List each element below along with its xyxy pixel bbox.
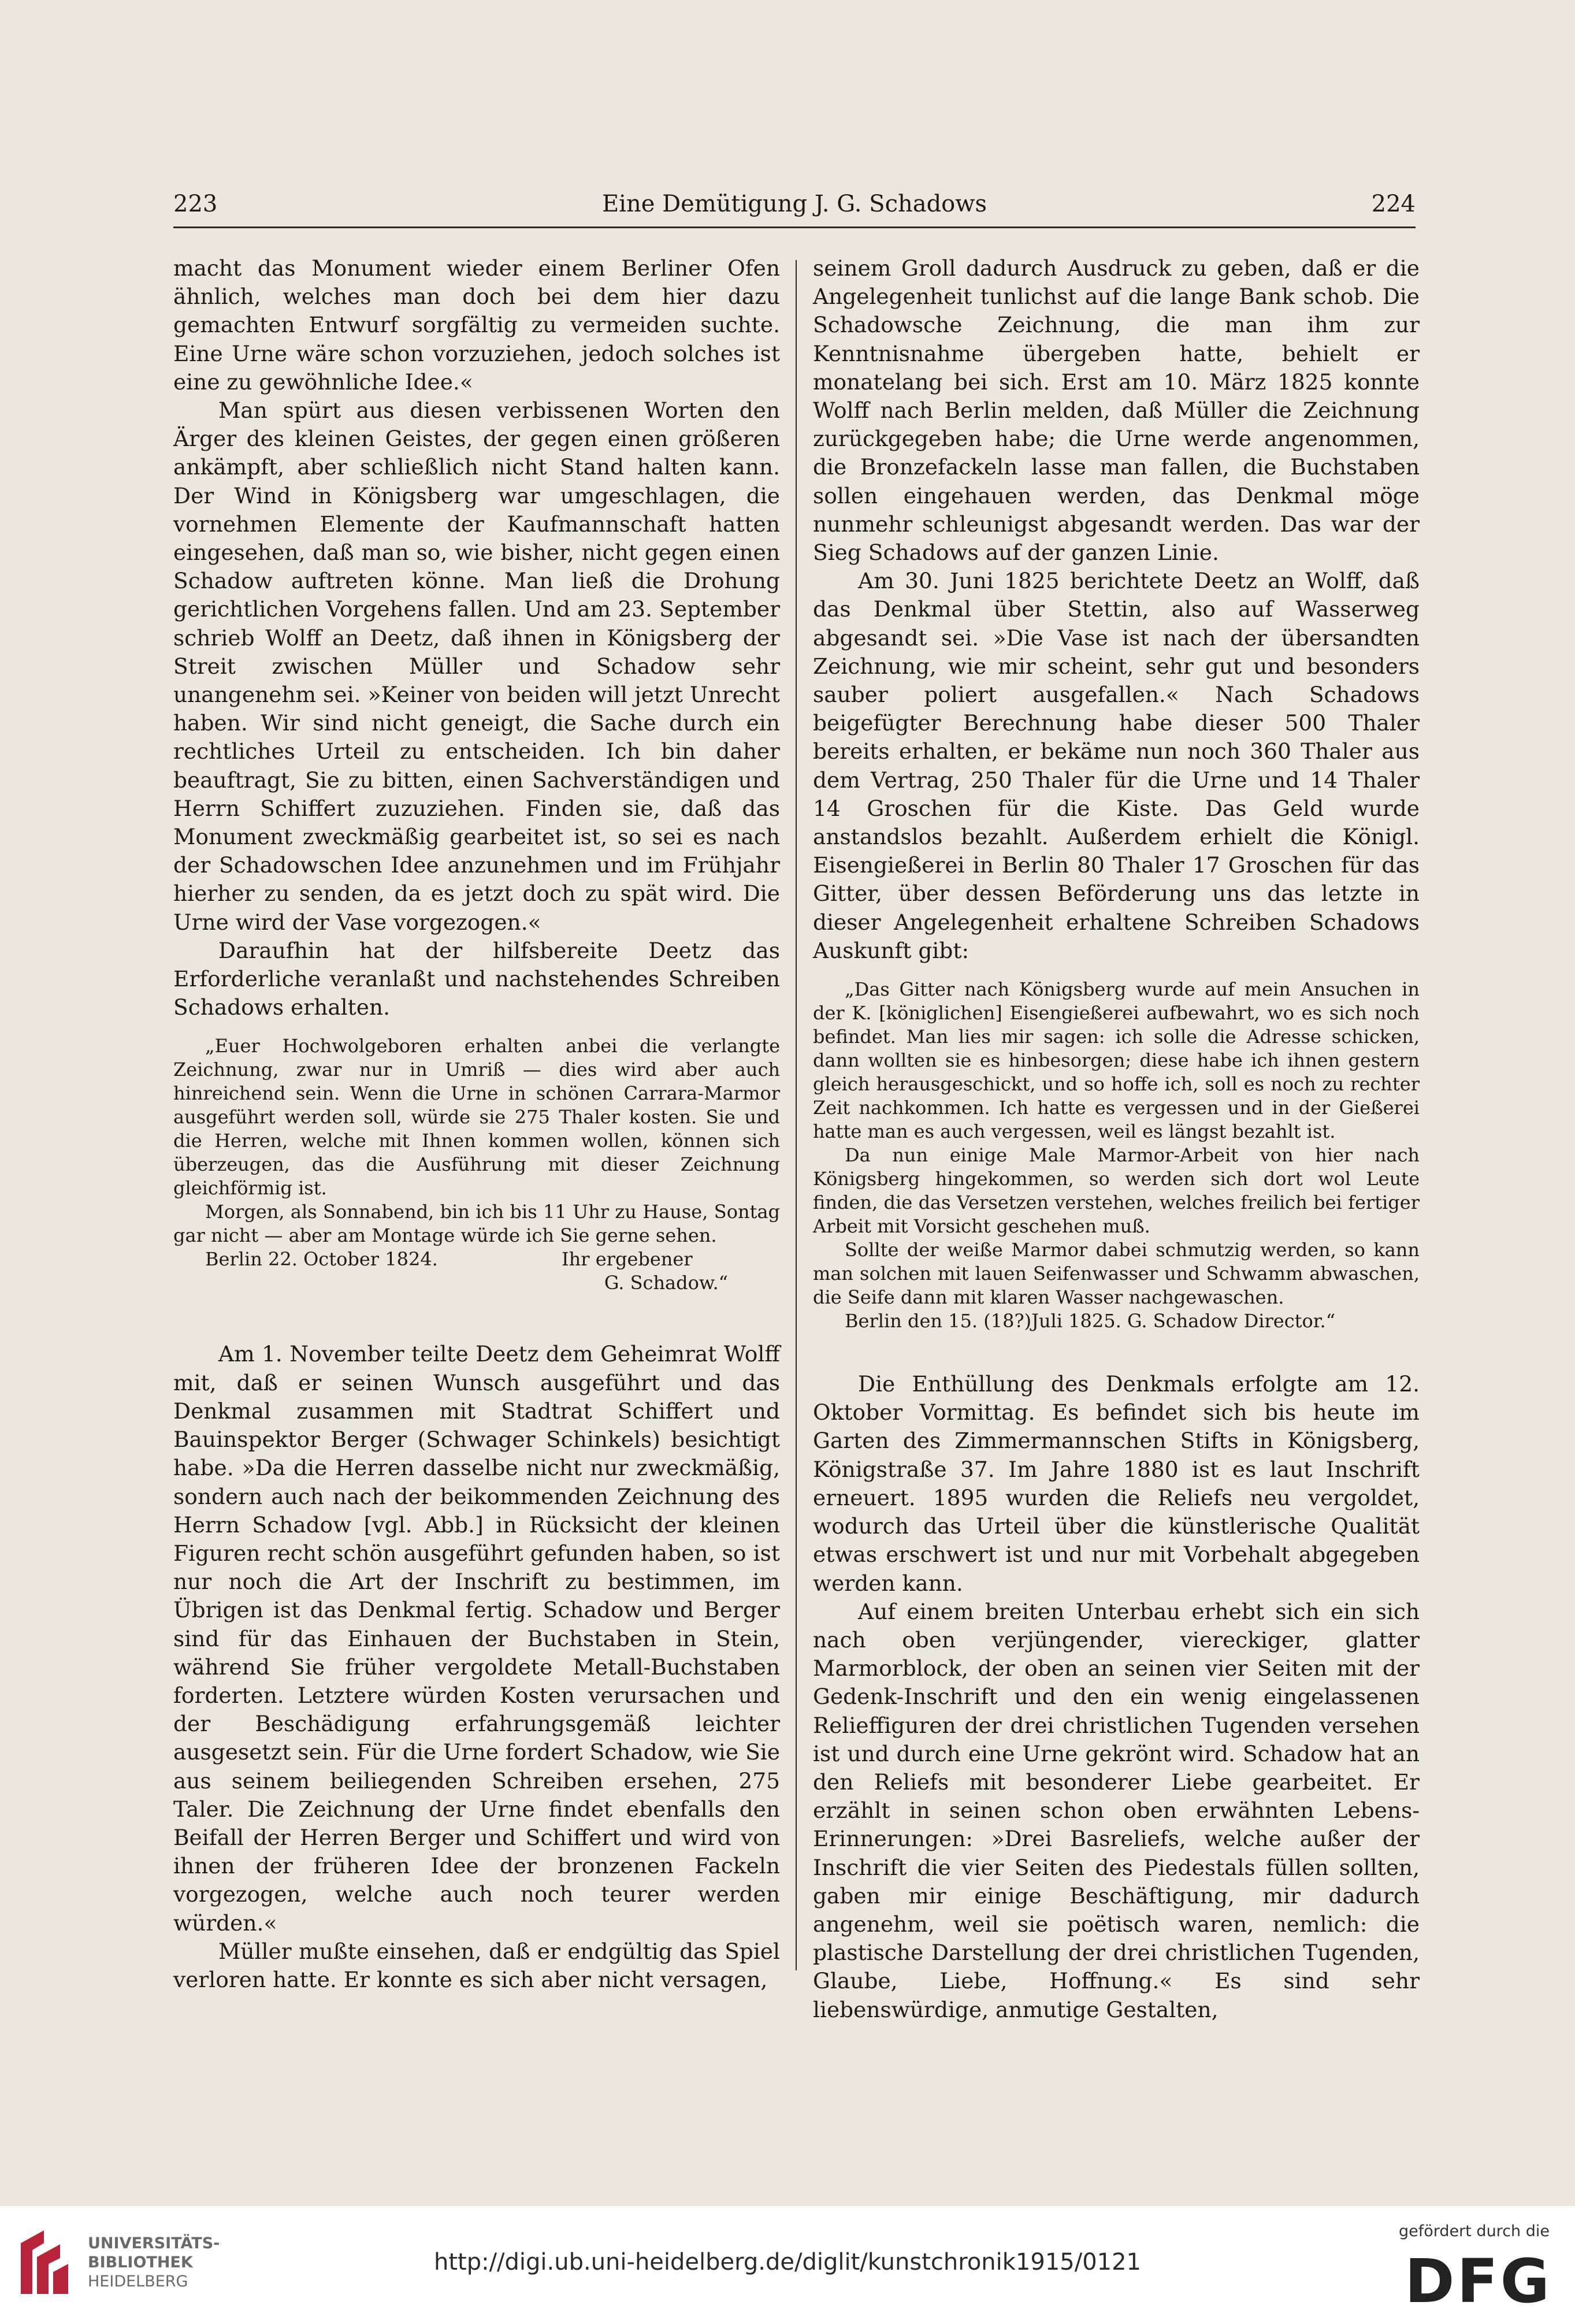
spacer	[173, 1305, 780, 1340]
quote-closing: Ihr ergebener	[562, 1248, 693, 1271]
quote-paragraph: Morgen, als Sonnabend, bin ich bis 11 Uhr zu Hause, Sontag gar nicht — aber am Montage würde ich Sie gerne sehen.	[173, 1201, 780, 1247]
quote-date: Berlin 22. October 1824.	[205, 1248, 438, 1271]
column-divider	[796, 260, 797, 1970]
page-number-left: 223	[173, 191, 218, 217]
running-title: Eine Demütigung J. G. Schadows	[601, 191, 987, 217]
block-quote	[813, 978, 1420, 1333]
paragraph: Müller mußte einsehen, daß er endgültig das Spiel verloren hatte. Er konnte es sich aber nicht versagen,	[173, 1938, 780, 1992]
dfg-logo: DFG	[1405, 2246, 1552, 2316]
paragraph: seinem Groll dadurch Ausdruck zu geben, daß er die Angelegenheit tunlichst auf die lange Bank schob. Die Schadowsche Zeichnung, die man ihm zur Kenntnisnahme übergeben hatte, behielt er monatelang bei sich. Erst am 10. März 1825 konnte Wolff nach Berlin melden, daß Müller die Zeichnung zurückgegeben habe; die Urne werde angenommen, die Bronzefackeln lasse man fallen, die Buchstaben sollen eingehauen werden, das Denkmal möge nunmehr schleunigst abgesandt werden. Das war der Sieg Schadows auf der ganzen Linie.	[813, 255, 1420, 566]
quote-paragraph: Berlin den 15. (18?)Juli 1825. G. Schadow Director.“	[845, 1310, 1336, 1332]
paragraph: Daraufhin hat der hilfsbereite Deetz das Erforderliche veranlaßt und nachstehendes Schreiben Schadows erhalten.	[173, 937, 780, 1020]
quote-paragraph: „Euer Hochwolgeboren erhalten anbei die verlangte Zeichnung, zwar nur in Umriß — dies wird aber auch hinreichend sein. Wenn die Urne in schönen Carrara-Marmor ausgeführt werden soll, würde sie 275 Thaler kosten. Sie und die Herren, welche mit Ihnen kommen wollen, können sich überzeugen, das die Ausführung mit dieser Zeichnung gleichförmig ist.	[173, 1035, 780, 1200]
quote-paragraph: Sollte der weiße Marmor dabei schmutzig werden, so kann man solchen mit lauen Seifenwasser und Schwamm abwaschen, die Seife dann mit klaren Wasser nachgewaschen.	[813, 1239, 1420, 1309]
library-name-line: HEIDELBERG	[88, 2273, 188, 2290]
running-header	[173, 191, 1416, 225]
quote-paragraph: „Das Gitter nach Königsberg wurde auf mein Ansuchen in der K. [königlichen] Eisengießerei aufbewahrt, wo es sich noch befindet. Man lies mir sagen: ich solle die Adresse schicken, dann wollten sie es hinbesorgen; diese habe ich ihnen gestern gleich herausgeschickt, und so hoffe ich, soll es noch zu rechter Zeit nachkommen. Ich hatte es vergessen und in der Gießerei hatte man es auch vergessen, weil es längst bezahlt ist.	[813, 978, 1420, 1143]
quote-paragraph: Da nun einige Male Marmor-Arbeit von hier nach Königsberg hingekommen, so werden sich dort wol Leute finden, die das Versetzen verstehen, welches freilich bei fertiger Arbeit mit Vorsicht geschehen muß.	[813, 1144, 1420, 1238]
paragraph: macht das Monument wieder einem Berliner Ofen ähnlich, welches man doch bei dem hier dazu gemachten Entwurf sorgfältig zu vermeiden suchte. Eine Urne wäre schon vorzuziehen, jedoch solches ist eine zu gewöhnliche Idee.«	[173, 255, 780, 395]
right-column	[813, 254, 1420, 2024]
library-name-line: UNIVERSITÄTS-	[88, 2234, 220, 2252]
paragraph: Die Enthüllung des Denkmals erfolgte am 12. Oktober Vormittag. Es befindet sich bis heute im Garten des Zimmermannschen Stifts in Königsberg, Königstraße 37. Im Jahre 1880 ist es laut Inschrift erneuert. 1895 wurden die Reliefs neu vergoldet, wodurch das Urteil über die künstlerische Qualität etwas erschwert ist und nur mit Vorbehalt abgegeben werden kann.	[813, 1371, 1420, 1596]
funding-caption: gefördert durch die	[1399, 2222, 1550, 2240]
block-quote	[173, 1034, 780, 1295]
paragraph: Am 1. November teilte Deetz dem Geheimrat Wolff mit, daß er seinen Wunsch ausgeführt und das Denkmal zusammen mit Stadtrat Schiffert und Bauinspektor Berger (Schwager Schinkels) besichtigt habe. »Da die Herren dasselbe nicht nur zweckmäßig, sondern auch nach der beikommenden Zeichnung des Herrn Schadow [vgl. Abb.] in Rücksicht der kleinen Figuren recht schön ausgeführt gefunden haben, so ist nur noch die Art der Inschrift zu bestimmen, im Übrigen ist das Denkmal fertig. Schadow und Berger sind für das Einhauen der Buchstaben in Stein, während Sie früher vergoldete Metall-Buchstaben forderten. Letztere würden Kosten verursachen und der Beschädigung erfahrungsgemäß leichter ausgesetzt sein. Für die Urne fordert Schadow, wie Sie aus seinem beiliegenden Schreiben ersehen, 275 Taler. Die Zeichnung der Urne findet ebenfalls den Beifall der Herren Berger und Schiffert und wird von ihnen der früheren Idee der bronzenen Fackeln vorgezogen, welche auch noch teurer werden würden.«	[173, 1341, 780, 1936]
quote-signature: G. Schadow.“	[604, 1272, 728, 1294]
header-rule	[173, 227, 1416, 228]
quote-date-line	[173, 1248, 780, 1271]
library-name-line: BIBLIOTHEK	[88, 2254, 193, 2271]
page-number-right: 224	[1371, 191, 1416, 217]
digitization-footer	[0, 2206, 1575, 2324]
paragraph: Man spürt aus diesen verbissenen Worten den Ärger des kleinen Geistes, der gegen einen größeren ankämpft, aber schließlich nicht Stand halten kann. Der Wind in Königsberg war umgeschlagen, die vornehmen Elemente der Kaufmannschaft hatten eingesehen, daß man so, wie bisher, nicht gegen einen Schadow auftreten könne. Man ließ die Drohung gerichtlichen Vorgehens fallen. Und am 23. September schrieb Wolff an Deetz, daß ihnen in Königsberg der Streit zwischen Müller und Schadow sehr unangenehm sei. »Keiner von beiden will jetzt Unrecht haben. Wir sind nicht geneigt, die Sache durch ein rechtliches Urteil zu entscheiden. Ich bin daher beauftragt, Sie zu bitten, einen Sachverständigen und Herrn Schiffert zuzuziehen. Finden sie, daß das Monument zweckmäßig gearbeitet ist, so sei es nach der Schadowschen Idee anzunehmen und im Frühjahr hierher zu senden, da es jetzt doch zu spät wird. Die Urne wird der Vase vorgezogen.«	[173, 398, 780, 935]
paragraph: Auf einem breiten Unterbau erhebt sich ein sich nach oben verjüngender, viereckiger, glatter Marmorblock, der oben an seinen vier Seiten mit der Gedenk-Inschrift und den ein wenig eingelassenen Relieffiguren der drei christlichen Tugenden versehen ist und durch eine Urne gekrönt wird. Schadow hat an den Reliefs mit besonderer Liebe gearbeitet. Er erzählt in seinen schon oben erwähnten Lebens-Erinnerungen: »Drei Basreliefs, welche außer der Inschrift die vier Seiten des Piedestals füllen sollten, gaben mir einige Beschäftigung, mir dadurch angenehm, weil sie poëtisch waren, nemlich: die plastische Darstellung der drei christlichen Tugenden, Glaube, Liebe, Hoffnung.« Es sind sehr liebenswürdige, anmutige Gestalten,	[813, 1598, 1420, 2022]
left-column	[173, 254, 780, 1994]
spacer	[813, 1343, 1420, 1370]
source-url-link[interactable]: http://digi.ub.uni-heidelberg.de/diglit/kunstchronik1915/0121	[433, 2249, 1141, 2275]
paragraph: Am 30. Juni 1825 berichtete Deetz an Wolff, daß das Denkmal über Stettin, also auf Wasserweg abgesandt sei. »Die Vase ist nach der übersandten Zeichnung, wie mir scheint, sehr gut und besonders sauber poliert ausgefallen.« Nach Schadows beigefügter Berechnung habe dieser 500 Thaler bereits erhalten, er bekäme nun noch 360 Thaler aus dem Vertrag, 250 Thaler für die Urne und 14 Thaler 14 Groschen für die Kiste. Das Geld wurde anstandslos bezahlt. Außerdem erhielt die Königl. Eisengießerei in Berlin 80 Thaler 17 Groschen für das Gitter, über dessen Beförderung uns das letzte in dieser Angelegenheit erhaltene Schreiben Schadows Auskunft gibt:	[813, 568, 1420, 963]
